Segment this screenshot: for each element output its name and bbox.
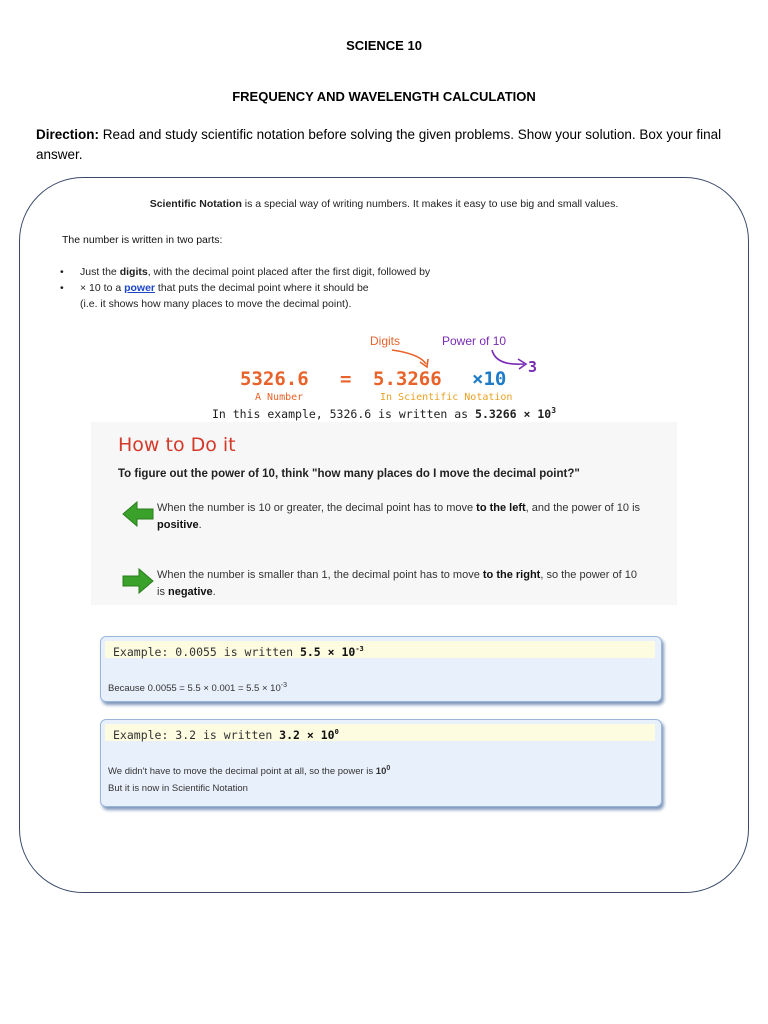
arrow-left-icon xyxy=(121,500,155,528)
figure-example-line xyxy=(0,406,768,421)
how-to-question: To figure out the power of 10, think "how many places do I move the decimal point?" xyxy=(118,468,580,480)
digits-arrowhead-icon xyxy=(420,359,428,367)
times-ten: ×10 xyxy=(472,368,507,390)
rule-text: . xyxy=(198,519,202,531)
arrow-right-icon xyxy=(121,567,155,595)
parts-label: The number is written in two parts: xyxy=(62,234,223,246)
digits-label: Digits xyxy=(370,334,401,348)
power-link[interactable]: power xyxy=(124,282,155,294)
rule-text: When the number is smaller than 1, the decimal point has to move xyxy=(157,569,483,581)
list-item xyxy=(60,280,580,296)
rule-text: . xyxy=(212,586,216,598)
example-body-text: Because 0.0055 = 5.5 × 0.001 = 5.5 × 10 xyxy=(108,683,281,695)
example-body-exponent: 0 xyxy=(386,765,391,772)
power-arrow-icon xyxy=(492,350,524,364)
intro-desc: is a special way of writing numbers. It makes it easy to use big and small values. xyxy=(241,198,619,210)
rule-text: , and the power of 10 is xyxy=(525,502,641,514)
bullet-dot: • xyxy=(60,282,64,294)
example-box-2 xyxy=(100,719,662,807)
in-sci-notation-label: In Scientific Notation xyxy=(380,392,513,403)
example-box-1 xyxy=(100,636,662,702)
intro-term: Scientific Notation xyxy=(149,198,242,210)
example-line-exponent: 3 xyxy=(551,406,557,415)
how-to-title: How to Do it xyxy=(118,434,236,456)
bullet-bold: digits xyxy=(119,266,148,278)
example-heading-text: Example: 3.2 is written xyxy=(113,727,280,742)
rule-bold: negative xyxy=(168,586,213,598)
parts-list xyxy=(60,264,580,312)
direction-label: Direction: xyxy=(36,127,100,142)
bullet-text: × 10 to a xyxy=(80,282,125,294)
rule-text: , so the power of 10 is xyxy=(157,569,637,598)
example-body-exponent: -3 xyxy=(280,682,287,689)
power-label: Power of 10 xyxy=(442,334,507,348)
example-number: 5326.6 xyxy=(240,368,309,390)
intro-text xyxy=(0,198,768,210)
example-heading-text: Example: 0.0055 is written xyxy=(113,644,300,659)
example-heading-exponent: -3 xyxy=(355,645,364,653)
rule-bold: positive xyxy=(157,519,199,531)
left-rule-text xyxy=(157,500,647,534)
how-to-panel xyxy=(91,422,677,605)
rule-bold: to the left xyxy=(476,502,526,514)
equals-sign: = xyxy=(340,368,352,390)
example-body-bold: 10 xyxy=(375,766,387,778)
a-number-label: A Number xyxy=(255,392,304,403)
direction-text: Read and study scientific notation before solving the given problems. Show your solution. Box your final answer. xyxy=(36,127,722,162)
example-body xyxy=(108,677,287,698)
rule-bold: to the right xyxy=(482,569,541,581)
example-heading xyxy=(105,641,655,658)
list-item xyxy=(60,264,580,280)
example-body-line-2: But it is now in Scientific Notation xyxy=(108,783,248,794)
example-body xyxy=(108,760,390,781)
subject-title: SCIENCE 10 xyxy=(346,38,422,53)
rule-text: When the number is 10 or greater, the decimal point has to move xyxy=(157,502,477,514)
bullet-text: that puts the decimal point where it should be xyxy=(155,282,369,294)
list-item-subline: (i.e. it shows how many places to move the decimal point). xyxy=(80,298,352,310)
example-heading-bold: 5.5 × 10 xyxy=(299,644,356,659)
bullet-dot: • xyxy=(60,266,64,278)
worksheet-title: FREQUENCY AND WAVELENGTH CALCULATION xyxy=(232,89,536,104)
bullet-text: Just the xyxy=(80,266,120,278)
example-heading xyxy=(105,724,655,741)
direction-paragraph xyxy=(36,125,748,165)
example-heading-bold: 3.2 × 10 xyxy=(279,727,335,742)
example-heading-exponent: 0 xyxy=(334,728,339,736)
example-line-text: In this example, 5326.6 is written as xyxy=(211,406,476,421)
sci-digits: 5.3266 xyxy=(373,368,442,390)
bullet-text: , with the decimal point placed after the first digit, followed by xyxy=(147,266,431,278)
sci-exponent: 3 xyxy=(528,358,538,376)
example-body-text: We didn't have to move the decimal point at all, so the power is xyxy=(108,766,376,778)
right-rule-text xyxy=(157,567,647,601)
example-line-bold: 5.3266 × 10 xyxy=(475,406,552,421)
